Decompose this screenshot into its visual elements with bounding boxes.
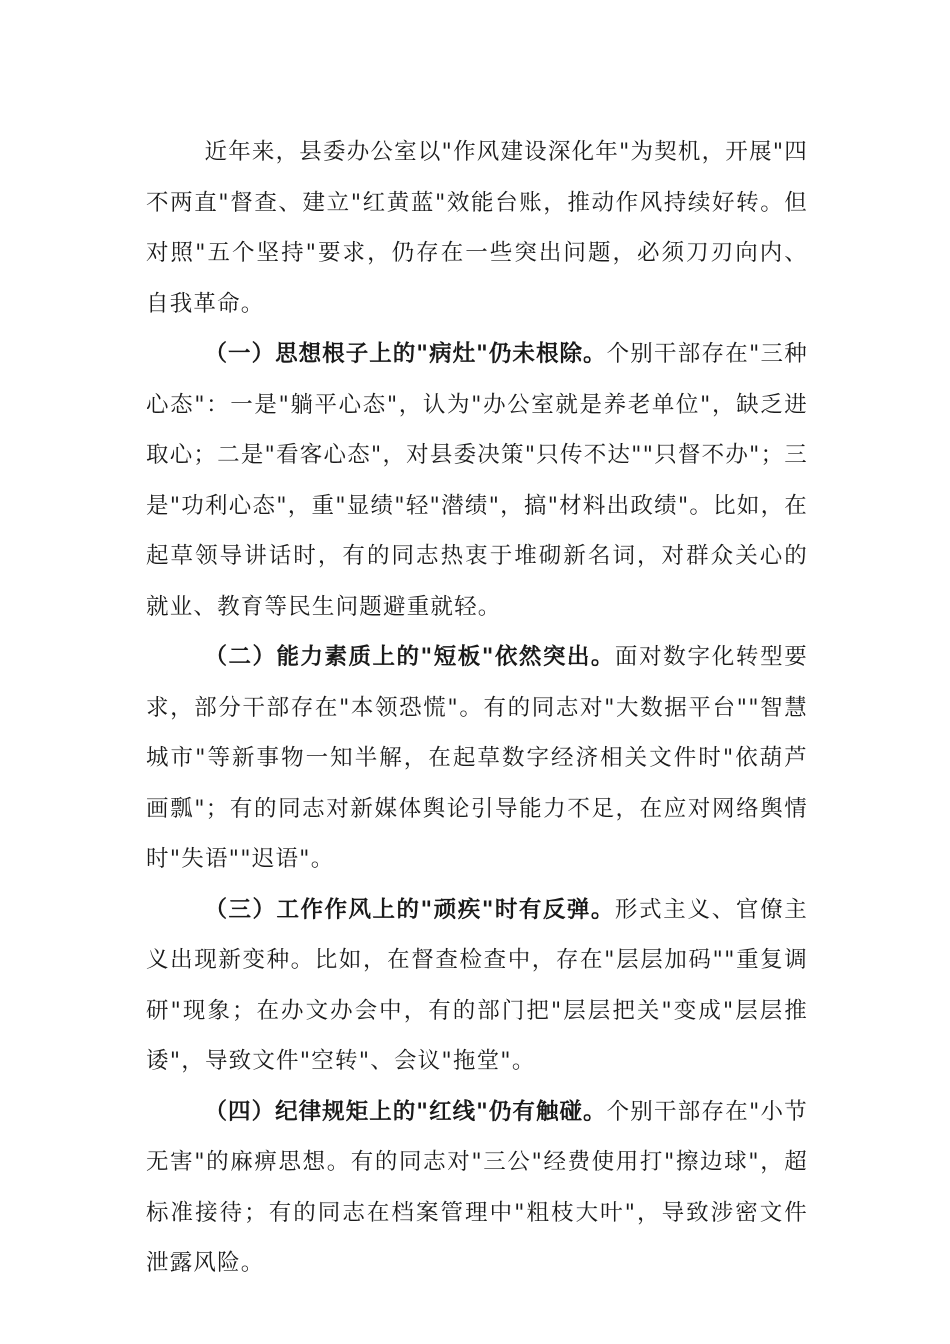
section-2-paragraph xyxy=(146,632,808,885)
section-1-paragraph xyxy=(146,329,808,632)
section-3-heading: （三）工作作风上的"顽疾"时有反弹。 xyxy=(204,896,615,923)
section-3-paragraph xyxy=(146,885,808,1087)
section-4-heading: （四）纪律规矩上的"红线"仍有触碰。 xyxy=(204,1098,607,1125)
section-4-paragraph xyxy=(146,1087,808,1289)
section-2-heading: （二）能力素质上的"短板"依然突出。 xyxy=(204,644,615,670)
section-1-body: 个别干部存在"三种心态"：一是"躺平心态"，认为"办公室就是养老单位"，缺乏进取心；二是"看客心态"，对县委决策"只传不达""只督不办"；三是"功利心态"，重"显绩"轻"潜绩"，搞"材料出政绩"。比如，在起草领导讲话时，有的同志热衷于堆砌新名词，对群众关心的就业、教育等民生问题避重就轻。 xyxy=(146,341,808,620)
section-3-body: 形式主义、官僚主义出现新变种。比如，在督查检查中，存在"层层加码""重复调研"现象；在办文办会中，有的部门把"层层把关"变成"层层推诿"，导致文件"空转"、会议"拖堂"。 xyxy=(146,896,808,1074)
section-1-heading: （一）思想根子上的"病灶"仍未根除。 xyxy=(204,341,607,367)
section-4-body: 个别干部存在"小节无害"的麻痹思想。有的同志对"三公"经费使用打"擦边球"，超标准接待；有的同志在档案管理中"粗枝大叶"，导致涉密文件泄露风险。 xyxy=(146,1098,808,1276)
section-2-body: 面对数字化转型要求，部分干部存在"本领恐慌"。有的同志对"大数据平台""智慧城市"等新事物一知半解，在起草数字经济相关文件时"依葫芦画瓢"；有的同志对新媒体舆论引导能力不足，在应对网络舆情时"失语""迟语"。 xyxy=(146,644,808,872)
document-body xyxy=(146,127,808,1289)
intro-paragraph: 近年来，县委办公室以"作风建设深化年"为契机，开展"四不两直"督查、建立"红黄蓝"效能台账，推动作风持续好转。但对照"五个坚持"要求，仍存在一些突出问题，必须刀刃向内、自我革命。 xyxy=(146,139,808,317)
